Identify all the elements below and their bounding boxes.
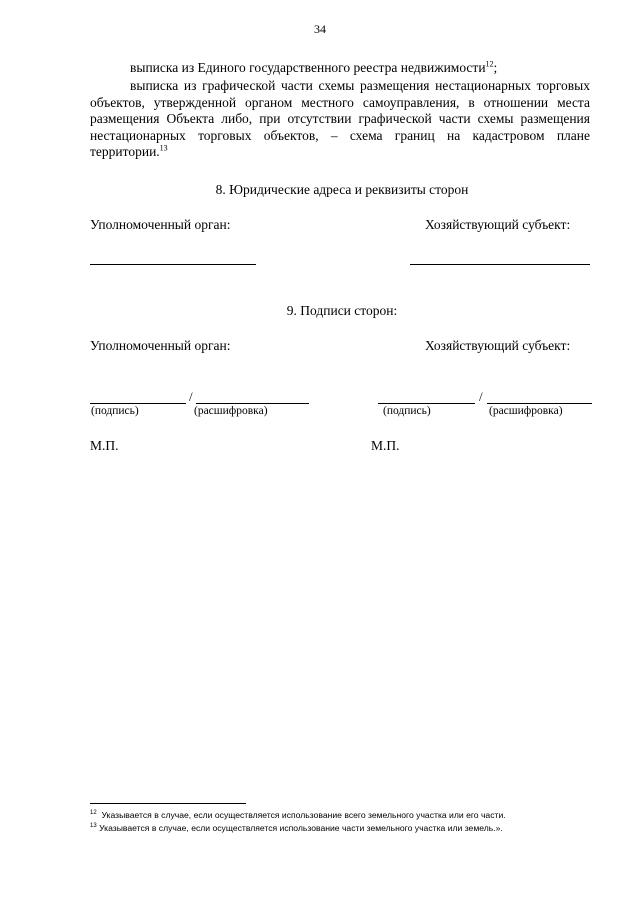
left-signature-caption: (подпись) <box>91 405 139 417</box>
right-decode-line <box>487 403 592 404</box>
footnote-number: 12 <box>90 810 97 817</box>
left-signature-line <box>90 403 186 404</box>
footnote-text: Указывается в случае, если осуществляется использование части земельного участка или земель.». <box>99 823 503 833</box>
right-decode-caption: (расшифровка) <box>489 405 563 417</box>
right-signature-slash: / <box>479 389 483 404</box>
section-9-title: 9. Подписи сторон: <box>286 303 398 318</box>
footnote-13 <box>90 823 610 833</box>
footnote-ref-13: 13 <box>159 143 168 153</box>
left-signature-slash: / <box>189 389 193 404</box>
list-item-punct: ; <box>493 60 498 75</box>
section-8-right-party: Хозяйствующий субъект: <box>425 217 571 232</box>
page-number: 34 <box>314 22 326 36</box>
right-signature-caption: (подпись) <box>383 405 431 417</box>
section-9-left-party: Уполномоченный орган: <box>90 338 231 353</box>
left-decode-line <box>196 403 309 404</box>
left-stamp-label: М.П. <box>90 438 119 453</box>
left-decode-caption: (расшифровка) <box>194 405 268 417</box>
footnote-text: Указывается в случае, если осуществляется использование всего земельного участка или его части. <box>101 810 506 820</box>
section-8-title: 8. Юридические адреса и реквизиты сторон <box>215 182 469 197</box>
list-item-scheme-extract <box>90 78 590 161</box>
right-signature-line <box>378 403 475 404</box>
section-9-right-party: Хозяйствующий субъект: <box>425 338 571 353</box>
list-item-registry-extract <box>90 60 590 77</box>
list-item-text: выписка из Единого государственного реестра недвижимости <box>130 60 486 75</box>
list-item-text: выписка из графической части схемы размещения нестационарных торговых объектов, утвержденной органом местного самоуправления, в отношении места размещения Объекта либо, при отсутствии графической части схемы размещения нестационарных торговых объектов, – схема границ на кадастровом плане территории. <box>90 78 590 159</box>
footnote-number: 13 <box>90 823 97 830</box>
left-requisites-line <box>90 264 256 265</box>
right-stamp-label: М.П. <box>371 438 400 453</box>
section-8-left-party: Уполномоченный орган: <box>90 217 231 232</box>
right-requisites-line <box>410 264 590 265</box>
footnote-ref-12: 12 <box>485 59 494 69</box>
footnote-12 <box>90 810 610 820</box>
footnote-separator <box>90 803 246 804</box>
